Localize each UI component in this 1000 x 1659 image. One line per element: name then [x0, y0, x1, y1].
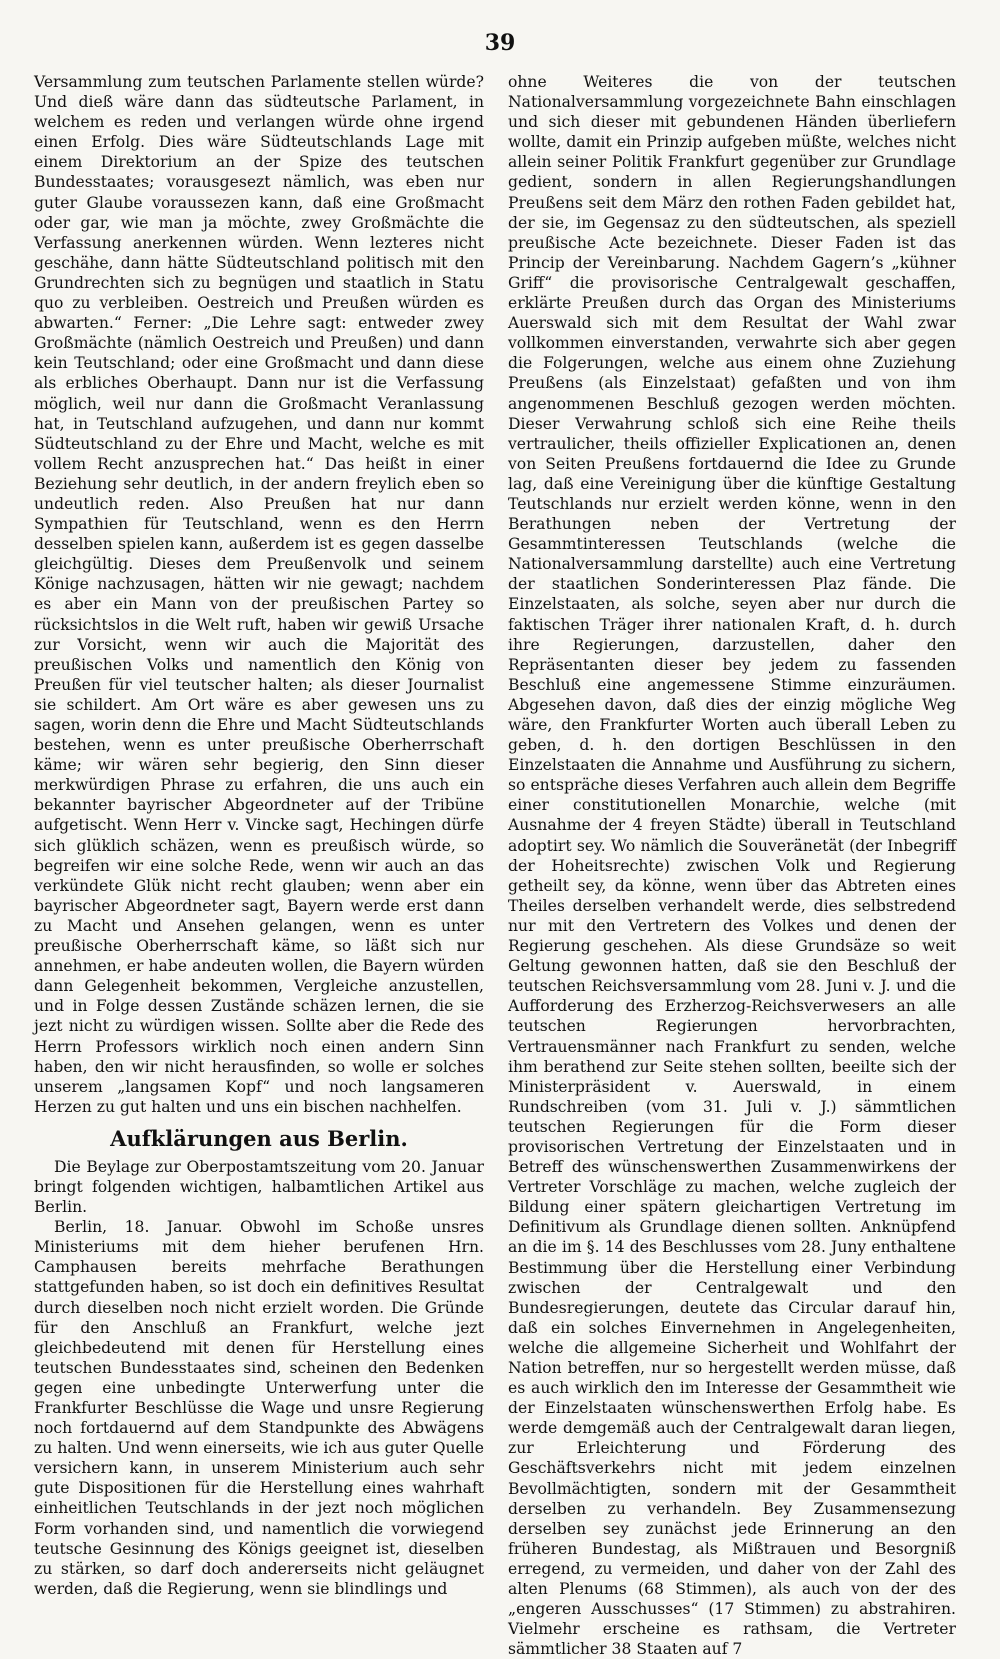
left-paragraph-3: Berlin, 18. Januar. Obwohl im Schoße unsres Ministeriums mit dem hieher berufenen Hrn. Camphausen bereits mehrfache Berathungen stattgefunden haben, so ist doch ein definitives Resultat durch dieselben noch nicht erzielt worden. Die Gründe für den Anschluß an Frankfurt, welche jezt gleichbedeutend mit denen für Herstellung eines teutschen Bundesstaates sind, scheinen den Bedenken gegen eine unbedingte Unterwerfung unter die Frankfurter Beschlüsse die Wage und unsre Regierung noch fortdauernd auf dem Standpunkte des Abwägens zu halten. Und wenn einerseits, wie ich aus guter Quelle versichern kann, in unserem Ministerium auch sehr gute Dispositionen für die Herstellung eines wahrhaft einheitlichen Teutschlands in der jezt noch möglichen Form vorhanden sind, und namentlich die vorwiegend teutsche Gesinnung des Königs geeignet ist, dieselben zu stärken, so darf doch andererseits nicht geläugnet werden, daß die Regierung, wenn sie blindlings und — [34, 1218, 484, 1598]
right-paragraph-1: ohne Weiteres die von der teutschen Nationalversammlung vorgezeichnete Bahn einschlagen und sich dieser mit gebundenen Händen überliefern wollte, damit ein Prinzip aufgeben müßte, welches nicht allein seiner Politik Frankfurt gegenüber zur Grundlage gedient, sondern in allen Regierungshandlungen Preußens seit dem März den rothen Faden gebildet hat, der sie, im Gegensaz zu den südteutschen, als speziell preußische Acte bezeichnete. Dieser Faden ist das Princip der Vereinbarung. Nachdem Gagern’s „kühner Griff“ die provisorische Centralgewalt geschaffen, erklärte Preußen durch das Organ des Ministeriums Auerswald sich mit dem Resultat der Wahl zwar vollkommen einverstanden, verwahrte sich aber gegen die Folgerungen, welche aus einem ohne Zuziehung Preußens (als Einzelstaat) gefaßten und von ihm angenommenen Beschluß gezogen werden möchten. Dieser Verwahrung schloß sich eine Reihe theils vertraulicher, theils offizieller Explicationen an, denen von Seiten Preußens fortdauernd die Idee zu Grunde lag, daß eine Vereinigung über die künftige Gestaltung Teutschlands nur erzielt werden könne, wenn in den Berathungen neben der Vertretung der Gesammtinteressen Teutschlands (welche die Nationalversammlung darstellte) auch eine Vertretung der staatlichen Sonderinteressen Plaz fände. Die Einzelstaaten, als solche, seyen aber nur durch die faktischen Träger ihrer nationalen Kraft, d. h. durch ihre Regierungen, darzustellen, daher den Repräsentanten dieser bey jedem zu fassenden Beschluß eine angemessene Stimme einzuräumen. Abgesehen davon, daß dies der einzig mögliche Weg wäre, den Frankfurter Worten auch überall Leben zu geben, d. h. den dortigen Beschlüssen in den Einzelstaaten die Annahme und Ausführung zu sichern, so entspräche dieses Verfahren auch allein dem Begriffe einer constitutionellen Monarchie, welche (mit Ausnahme der 4 freyen Städte) überall in Teutschland adoptirt sey. Wo nämlich die Souveränetät (der Inbegriff der Hoheitsrechte) zwischen Volk und Regierung getheilt sey, da könne, wenn über das Abtreten eines Theiles derselben verhandelt werde, dies selbstredend nur mit den Vertretern des Volkes und denen der Regierung geschehen. Als diese Grundsäze so weit Geltung gewonnen hatten, daß sie den Beschluß der teutschen Reichsversammlung vom 28. Juni v. J. und die Aufforderung des Erzherzog-Reichsverwesers an alle teutschen Regierungen hervorbrachten, Vertrauensmänner nach Frankfurt zu senden, welche ihm berathend zur Seite stehen sollten, beeilte sich der Ministerpräsident v. Auerswald, in einem Rundschreiben (vom 31. Juli v. J.) sämmtlichen teutschen Regierungen für die Form dieser provisorischen Vertretung der Einzelstaaten und in Betreff des wünschenswerthen Zusammenwirkens der Vertreter Vorschläge zu machen, welche zugleich der Bildung einer spätern gleichartigen Vertretung im Definitivum als Grundlage dienen sollten. Anknüpfend an die im §. 14 des Beschlusses vom 28. Juny enthaltene Bestimmung über die Herstellung einer Verbindung zwischen der Centralgewalt und den Bundesregierungen, deutete das Circular darauf hin, daß ein solches Einvernehmen in Angelegenheiten, welche die allgemeine Sicherheit und Wohlfahrt der Nation betreffen, nur so hergestellt werden müsse, daß es auch wirklich den im Interesse der Gesammtheit wie der Einzelstaaten wünschenswerthen Erfolg habe. Es werde demgemäß auch der Centralgewalt daran liegen, zur Erleichterung und Förderung des Geschäftsverkehrs nicht mit jedem einzelnen Bevollmächtigten, sondern mit der Gesammtheit derselben zu verhandeln. Bey Zusammensezung derselben sey zunächst jede Erinnerung an den früheren Bundestag, als Mißtrauen und Besorgniß erregend, zu vermeiden, und daher von der Zahl des alten Plenums (68 Stimmen), als auch von der des „engeren Ausschusses“ (17 Stimmen) zu abstrahiren. Vielmehr erscheine es rathsam, die Vertreter sämmtlicher 38 Staaten auf 7 — [508, 73, 956, 1659]
left-paragraph-1: Versammlung zum teutschen Parlamente stellen würde? Und dieß wäre dann das südteutsche Parlament, in welchem es reden und verlangen würde ohne irgend einen Erfolg. Dies wäre Südteutschlands Lage mit einem Direktorium an der Spize des teutschen Bundesstaates; vorausgesezt nämlich, was eben nur guter Glaube voraussezen kann, daß eine Großmacht oder gar, wie man ja möchte, zwey Großmächte die Verfassung anerkennen würden. Wenn lezteres nicht geschähe, dann hätte Südteutschland politisch mit den Grundrechten sich zu begnügen und staatlich in Statu quo zu verbleiben. Oestreich und Preußen würden es abwarten.“ Ferner: „Die Lehre sagt: entweder zwey Großmächte (nämlich Oestreich und Preußen) und dann kein Teutschland; oder eine Großmacht und dann diese als erbliches Oberhaupt. Dann nur ist die Verfassung möglich, weil nur dann die Großmacht Veranlassung hat, in Teutschland aufzugehen, und dann nur kommt Südteutschland zu der Ehre und Macht, welche es mit vollem Recht anzusprechen hat.“ Das heißt in einer Beziehung sehr deutlich, in der andern freylich eben so undeutlich reden. Also Preußen hat nur dann Sympathien für Teutschland, wenn es den Herrn desselben spielen kann, außerdem ist es gegen dasselbe gleichgültig. Dieses dem Preußenvolk und seinem Könige nachzusagen, hätten wir nie gewagt; nachdem es aber ein Mann von der preußischen Partey so rücksichtslos in die Welt ruft, haben wir gewiß Ursache zur Vorsicht, wenn wir auch die Majorität des preußischen Volks und namentlich den König von Preußen für viel teutscher halten; als dieser Journalist sie schildert. Am Ort wäre es aber gewesen uns zu sagen, worin denn die Ehre und Macht Südteutschlands bestehen, wenn es unter preußische Oberherrschaft käme; wir wären sehr begierig, den Sinn dieser merkwürdigen Phrase zu erfahren, die uns auch ein bekannter bayrischer Abgeordneter auf der Tribüne aufgetischt. Wenn Herr v. Vincke sagt, Hechingen dürfe sich glüklich schäzen, wenn es preußisch würde, so begreifen wir eine solche Rede, wenn wir auch an das verkündete Glük nicht recht glauben; wenn aber ein bayrischer Abgeordneter sagt, Bayern werde erst dann zu Macht und Ansehen gelangen, wenn es unter preußische Oberherrschaft käme, so läßt sich nur annehmen, er habe andeuten wollen, die Bayern würden dann Gelegenheit bekommen, Vergleiche anzustellen, und in Folge dessen Zustände schäzen lernen, die sie jezt nicht zu würdigen wissen. Sollte aber die Rede des Herrn Professors wirklich noch einen andern Sinn haben, den wir nicht herausfinden, so wolle er solches unserem „langsamen Kopf“ und noch langsameren Herzen zu gut halten und uns ein bischen nachhelfen. — [34, 73, 484, 1116]
left-paragraph-2: Die Beylage zur Oberpostamtszeitung vom 20. Januar bringt folgenden wichtigen, halbamtlichen Artikel aus Berlin. — [34, 1157, 484, 1217]
section-title: Aufklärungen aus Berlin. — [110, 1125, 408, 1151]
left-column — [34, 72, 484, 1598]
page-number: 39 — [484, 30, 516, 56]
right-column — [508, 72, 956, 1659]
